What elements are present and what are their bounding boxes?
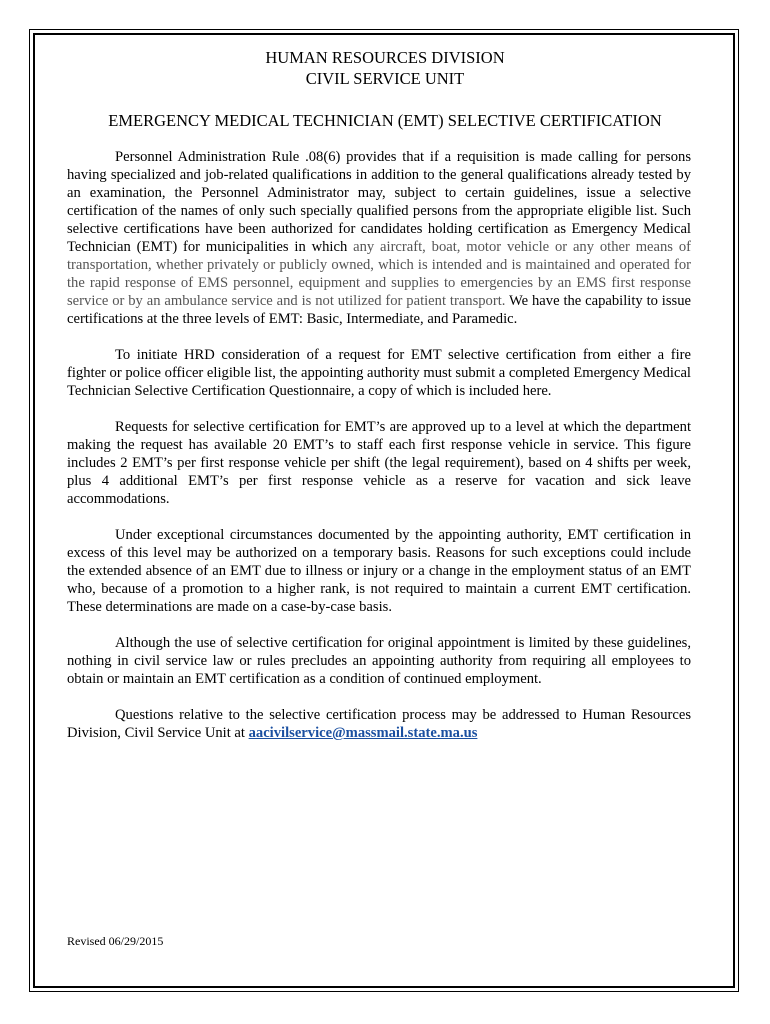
paragraph-questions bbox=[67, 706, 691, 742]
paragraph-rule bbox=[67, 148, 691, 328]
paragraph-guidelines: Although the use of selective certification for original appointment is limited by these guidelines, nothing in civil service law or rules precludes an appointing authority from requiring all employees to obtain or maintain an EMT certification as a condition of continued employment. bbox=[67, 635, 691, 687]
revision-date: Revised 06/29/2015 bbox=[67, 934, 164, 948]
unit-heading: CIVIL SERVICE UNIT bbox=[305, 69, 465, 88]
paragraph-requests: Requests for selective certification for EMT’s are approved up to a level at which the department making the request has available 20 EMT’s to staff each first response vehicle in service. This figure includes 2 EMT’s per first response vehicle per shift (the legal requirement), based on 4 shifts per week, plus 4 additional EMT’s per first response vehicle as a reserve for vacation and sick leave accommodations. bbox=[67, 419, 691, 507]
document-title: EMERGENCY MEDICAL TECHNICIAN (EMT) SELECTIVE CERTIFICATION bbox=[108, 111, 662, 130]
paragraph-rule-definition: any aircraft, boat, motor vehicle or any other means of transportation, whether privately or publicly owned, which is intended and is maintained and operated for the rapid response of EMS personnel, equipment and supplies to emergencies by an EMS first response service or by an ambulance service and is not utilized for patient transport. bbox=[67, 239, 691, 309]
email-link[interactable]: aacivilservice@massmail.state.ma.us bbox=[248, 725, 478, 741]
document-body bbox=[67, 148, 691, 760]
division-heading: HUMAN RESOURCES DIVISION bbox=[265, 48, 505, 67]
paragraph-initiate: To initiate HRD consideration of a request for EMT selective certification from either a fire fighter or police officer eligible list, the appointing authority must submit a completed Emergency Medical Technician Selective Certification Questionnaire, a copy of which is included here. bbox=[67, 347, 691, 399]
paragraph-rule-intro: Personnel Administration Rule .08(6) provides that if a requisition is made calling for persons having specialized and job-related qualifications in addition to the general qualifications already tested by an examination, the Personnel Administrator may, subject to certain guidelines, issue a selective certification of the names of only such specially qualified persons from the appropriate eligible list. Such selective certifications have been authorized for candidates holding certification as Emergency Medical Technician (EMT) for municipalities in which bbox=[67, 149, 691, 255]
paragraph-rule-levels: We have the capability to issue certifications at the three levels of EMT: Basic, Intermediate, and Paramedic. bbox=[67, 293, 691, 327]
paragraph-questions-text: Questions relative to the selective certification process may be addressed to Human Resources Division, Civil Service Unit at bbox=[67, 707, 691, 741]
paragraph-exceptions: Under exceptional circumstances documented by the appointing authority, EMT certification in excess of this level may be authorized on a temporary basis. Reasons for such exceptions could include the extended absence of an EMT due to illness or injury or a change in the employment status of an EMT who, because of a promotion to a higher rank, is not required to maintain a current EMT certification. These determinations are made on a case-by-case basis. bbox=[67, 527, 691, 615]
